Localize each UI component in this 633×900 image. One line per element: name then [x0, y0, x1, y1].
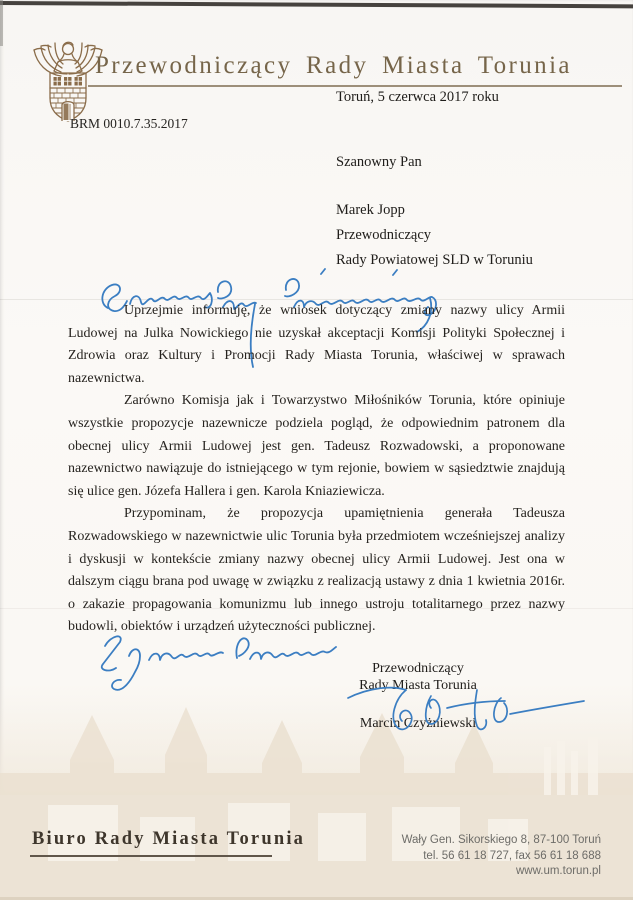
recipient-organization: Rady Powiatowej SLD w Toruniu: [336, 252, 533, 268]
recipient-title: Przewodniczący: [336, 227, 432, 243]
signer-role-line2: Rady Miasta Torunia: [359, 678, 477, 693]
body-paragraph-2: Zarówno Komisja jak i Towarzystwo Miłośników Torunia, które opiniuje wszystkie propozycje nazewnicze podziela pogląd, że odpowiednim patronem dla obecnej ulicy Armii Ludowej jest gen. Tadeusz Rozwadowski, a proponowane nazewnictwo nawiązuje do istniejącego w tym rejonie, bowiem w sąsiedztwie znajdują się ulice gen. Józefa Hallera i gen. Karola Kniaziewicza.: [68, 393, 565, 499]
reference-number: BRM 0010.7.35.2017: [70, 116, 188, 131]
recipient-name: Marek Jopp: [336, 202, 405, 218]
letter-body: [68, 300, 565, 639]
footer-office-rule: [30, 855, 272, 857]
body-paragraph-1: Uprzejmie informuję, że wniosek dotyczący zmiany nazwy ulicy Armii Ludowej na Julka Nowickiego nie uzyskał akceptacji Komisji Polityki Społecznej i Zdrowia oraz Kultury i Promocji Rady Miasta Torunia, właściwej w sprawach nazewnictwa.: [68, 303, 565, 386]
scanner-edge-left: [0, 0, 3, 46]
signer-name: Marcin Czyżniewski: [359, 716, 477, 731]
scanner-edge-top: [0, 1, 633, 8]
footer-address: Wały Gen. Sikorskiego 8, 87-100 Toruń: [401, 834, 601, 846]
body-paragraph-3: Przypominam, że propozycja upamiętnienia generała Tadeusza Rozwadowskiego w nazewnictwie ulic Torunia była przedmiotem wcześniejszej analizy i dyskusji w kontekście zmiany nazwy obecnej ulicy Armii Ludowej. Jest ona w dalszym ciągu brana pod uwagę w związku z realizacją ustawy z dnia 1 kwietnia 2016r. o zakazie propagowania komunizmu lub innego ustroju totalitarnego przez nazwy budowli, obiektów i urządzeń użyteczności publicznej.: [68, 506, 565, 635]
footer-contact-block: [321, 833, 601, 880]
recipient-salutation: Szanowny Pan: [336, 154, 422, 170]
footer-phone-fax: tel. 56 61 18 727, fax 56 61 18 688: [423, 849, 601, 862]
footer-office-name: Biuro Rady Miasta Torunia: [32, 829, 306, 849]
footer-website: www.um.torun.pl: [515, 865, 601, 877]
letterhead-title: Przewodniczący Rady Miasta Torunia: [95, 52, 572, 79]
letterhead-rule: [88, 85, 622, 87]
signer-role-line1: Przewodniczący: [372, 661, 464, 676]
date-line: Toruń, 5 czerwca 2017 roku: [336, 89, 499, 105]
torun-coat-of-arms-icon: [27, 36, 107, 126]
